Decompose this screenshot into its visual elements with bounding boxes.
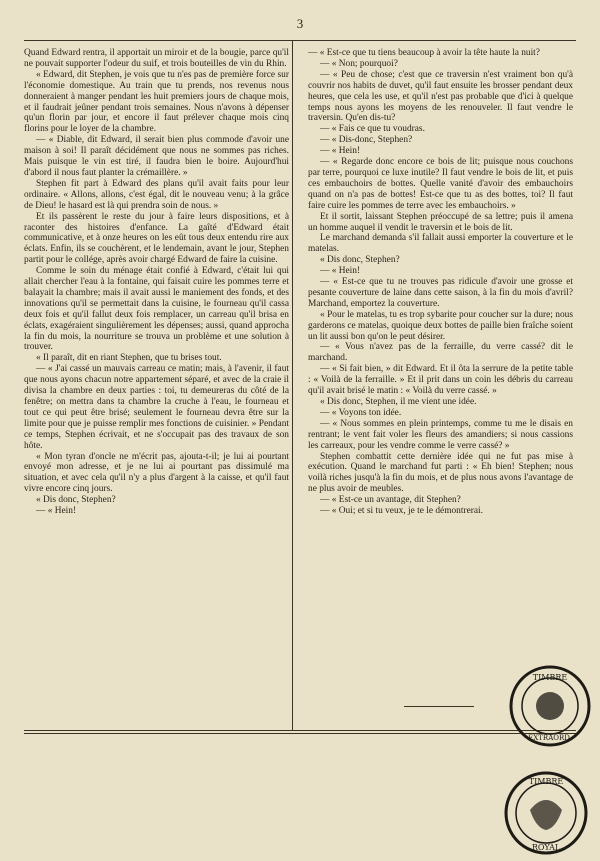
- paragraph: Le marchand demanda s'il fallait aussi emporter la couverture et le matelas.: [308, 233, 573, 255]
- paragraph: Et ils passèrent le reste du jour à faire leurs dispositions, et à raconter des histoires d'enfance. La gaîté d'Edward était communicative, et à onze heures on les eût tous deux entendu rire aux éclats. Enfin, ils se couchèrent, et le lendemain, avant le jour, Stephen partit pour le collége, après avoir chargé Edward de faire la cuisine.: [24, 211, 289, 266]
- paragraph: — « Hein!: [36, 506, 77, 517]
- lower-stamp: [500, 770, 592, 856]
- paragraph: — « Dis-donc, Stephen?: [320, 135, 413, 146]
- paragraph: Stephen combattit cette dernière idée qui ne fut pas mise à exécution. Quand le marchand fut parti : « Eh bien! Stephen; nous voilà riches jusqu'à la fin du mois, et de plus nous avons l'avantage de ne plus avoir de meubles.: [308, 451, 573, 495]
- paragraph: — « Est-ce un avantage, dit Stephen?: [320, 495, 461, 506]
- paragraph: — « Est-ce que tu ne trouves pas ridicule d'avoir une grosse et pesante couverture de laine dans cette saison, à la fin du mois d'avril? Marchand, emportez la couverture.: [308, 277, 573, 309]
- left-column: [24, 48, 289, 517]
- paragraph: — « Voyons ton idée.: [320, 407, 402, 418]
- paragraph: — « Vous n'avez pas de la ferraille, du verre cassé? dit le marchand.: [308, 342, 573, 364]
- page-number: 3: [296, 16, 304, 31]
- top-rule: [24, 40, 576, 41]
- paragraph: « Il paraît, dit en riant Stephen, que tu brises tout.: [36, 353, 222, 364]
- paragraph: — « J'ai cassé un mauvais carreau ce matin; mais, à l'avenir, il faut que nous ayons chacun notre appartement séparé, et avec de la craie il divisa la chambre en deux parties : toi, tu demeureras du côté de la fenêtre; on mettra dans ta chambre la cruche à l'eau, le fourneau et tout ce qui peut être brisé; seulement le fourneau devra être sur la limite pour que je puisse remplir mes fonctions de cuisinier. » Pendant ce temps, Stephen écrivait, et ne s'occupait pas des travaux de son hôte.: [24, 364, 289, 451]
- paragraph: — « Oui; et si tu veux, je te le démontrerai.: [320, 506, 483, 517]
- paragraph: Comme le soin du ménage était confié à Edward, c'était lui qui allait chercher l'eau à la fontaine, qui faisait cuire les pommes terre et balayait la chambre; mais il avait aussi le maniement des fonds, et des innovations qu'il se permettait dans la cuisine, le fourneau qu'il cassa deux fois et qu'il fallut deux fois remplacer, un carreau qu'il brisa en éclats, exagéraient singulièrement les dépenses; aussi, quand approcha la fin du mois, la nourriture se trouva un problème et une solution à trouver.: [24, 266, 289, 353]
- seal-icon: [500, 770, 592, 856]
- upper-stamp: [508, 664, 592, 748]
- paragraph: « Pour le matelas, tu es trop sybarite pour coucher sur la dure; nous garderons ce matelas, quoique deux bottes de paille bien fraîche soient un lit aussi bon qu'on le peut désirer.: [308, 309, 573, 342]
- paragraph: « Dis donc, Stephen?: [320, 255, 400, 266]
- paragraph: « Edward, dit Stephen, je vois que tu n'es pas de première force sur l'économie domestique. Au train que tu prends, nos revenus nous donneraient à manger pendant les huit premiers jours de chaque mois, et il faudrait jeûner pendant trois semaines. Nous n'avons à dépenser qu'un florin par jour, et encore il faut prélever chaque mois cinq florins pour le loyer de la chambre.: [24, 69, 289, 135]
- svg-text:ROYAL: ROYAL: [531, 843, 561, 852]
- paragraph: Et il sortit, laissant Stephen préoccupé de sa lettre; puis il amena un homme auquel il vendit le traversin et le bois de lit.: [308, 211, 573, 233]
- paragraph: — « Diable, dit Edward, il serait bien plus commode d'avoir une maison à soi! Il paraît décidément que nous ne sommes pas riches. Mais puisque le vin est tiré, il faudra bien le boire. Aujourd'hui d'abord il nous faut planter la crémaillère. »: [24, 135, 289, 178]
- paragraph: — « Est-ce que tu tiens beaucoup à avoir la tête haute la nuit?: [308, 48, 540, 58]
- paragraph: Quand Edward rentra, il apportait un miroir et de la bougie, parce qu'il ne pouvait supporter l'odeur du suif, et trois bouteilles de vin du Rhin.: [24, 48, 289, 69]
- bottom-rule: [24, 730, 576, 731]
- bottom-rule-double: [24, 733, 576, 734]
- seal-icon: [508, 664, 592, 748]
- paragraph: « Mon tyran d'oncle ne m'écrit pas, ajouta-t-il; je lui ai pourtant envoyé mon adresse, et je ne lui ai pourtant pas dissimulé ma situation, et avec cela qu'il n'y a plus d'argent à la caisse, et qu'il faut vivre encore cinq jours.: [24, 451, 289, 495]
- paragraph: — « Fais ce que tu voudras.: [320, 124, 425, 135]
- paragraph: — « Non; pourquoi?: [320, 58, 398, 69]
- closing-rule: [404, 706, 474, 707]
- svg-text:EXTRAORD.: EXTRAORD.: [528, 734, 572, 742]
- paragraph: — « Regarde donc encore ce bois de lit; puisque nous couchons par terre, pourquoi ce luxe inutile? Il faut vendre le bois de lit, et puis ces embauchoirs de bottes. Quelle vanité d'avoir des embauchoirs quand on n'a pas de bottes! Est-ce que tu as des bottes, toi? Il faut faire cuire les pommes de terre avec les embauchoirs. »: [308, 157, 573, 211]
- right-column: [308, 48, 573, 517]
- paragraph: Stephen fit part à Edward des plans qu'il avait faits pour leur ordinaire. « Allons, allons, c'est égal, dit le nouveau venu; à la grâce de Dieu! le hasard est là qui prendra soin de nous. »: [24, 178, 289, 211]
- svg-text:TIMBRE: TIMBRE: [532, 673, 568, 682]
- paragraph: « Dis donc, Stephen?: [36, 495, 116, 506]
- paragraph: « Dis donc, Stephen, il me vient une idée.: [320, 397, 477, 407]
- paragraph: — « Peu de chose; c'est que ce traversin n'est vraiment bon qu'à couvrir nos habits de duvet, qu'il faut ensuite les brosser pendant deux heures, que cela les use, et qu'il n'est pas probable que d'ici à quelque temps nous ayons les moyens de les renouveler. Il faut vendre le traversin. Qu'en dis-tu?: [308, 69, 573, 124]
- paragraph: — « Nous sommes en plein printemps, comme tu me le disais en rentrant; le vent fait voler les fleurs des amandiers; si nous cassions les carreaux, pour les vendre comme le verre cassé? »: [308, 418, 573, 451]
- paragraph: — « Hein!: [320, 266, 361, 277]
- paragraph: — « Si fait bien, » dit Edward. Et il ôta la serrure de la petite table : « Voilà de la ferraille. » Et il prit dans un coin les débris du carreau qu'il avait brisé le matin : « Voilà du verre cassé. »: [308, 364, 573, 397]
- paragraph: — « Hein!: [320, 146, 361, 157]
- column-divider: [292, 40, 293, 730]
- svg-text:TIMBRE: TIMBRE: [528, 777, 564, 786]
